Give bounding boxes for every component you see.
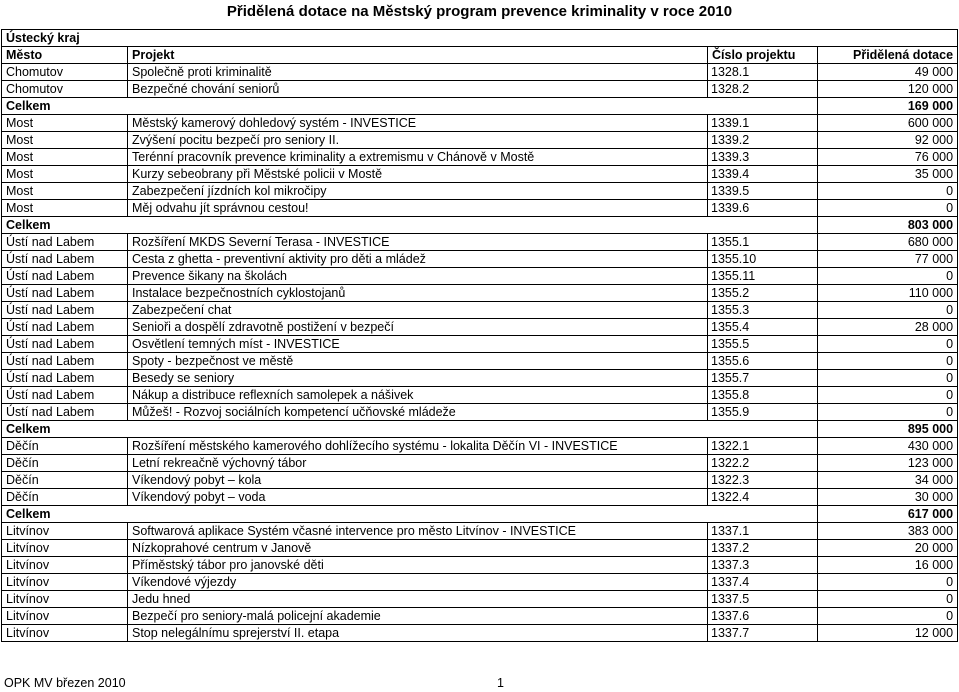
total-value: 617 000 (818, 506, 958, 523)
table-row (2, 149, 958, 166)
cell-dotace: 0 (818, 608, 958, 625)
table-row (2, 166, 958, 183)
table-row (2, 472, 958, 489)
cell-cislo: 1339.6 (708, 200, 818, 217)
cell-cislo: 1339.3 (708, 149, 818, 166)
table-row (2, 302, 958, 319)
cell-dotace: 123 000 (818, 455, 958, 472)
cell-projekt: Besedy se seniory (128, 370, 708, 387)
cell-dotace: 76 000 (818, 149, 958, 166)
cell-dotace: 110 000 (818, 285, 958, 302)
cell-cislo: 1337.5 (708, 591, 818, 608)
cell-dotace: 0 (818, 387, 958, 404)
footer-source: OPK MV březen 2010 (4, 676, 126, 690)
cell-mesto: Most (2, 200, 128, 217)
total-value: 169 000 (818, 98, 958, 115)
region-name: Ústecký kraj (2, 30, 958, 47)
cell-dotace: 0 (818, 336, 958, 353)
table-row (2, 540, 958, 557)
cell-projekt: Osvětlení temných míst - INVESTICE (128, 336, 708, 353)
total-row (2, 217, 958, 234)
total-row (2, 421, 958, 438)
cell-cislo: 1355.9 (708, 404, 818, 421)
grant-table (1, 29, 958, 642)
cell-dotace: 20 000 (818, 540, 958, 557)
page-title: Přidělená dotace na Městský program prevence kriminality v roce 2010 (226, 3, 733, 20)
cell-dotace: 383 000 (818, 523, 958, 540)
cell-dotace: 28 000 (818, 319, 958, 336)
cell-mesto: Chomutov (2, 81, 128, 98)
table-row (2, 489, 958, 506)
cell-mesto: Litvínov (2, 540, 128, 557)
table-row (2, 251, 958, 268)
cell-dotace: 0 (818, 574, 958, 591)
cell-dotace: 0 (818, 353, 958, 370)
column-header-dotace: Přidělená dotace (818, 47, 958, 64)
cell-mesto: Ústí nad Labem (2, 387, 128, 404)
table-row (2, 438, 958, 455)
cell-cislo: 1337.4 (708, 574, 818, 591)
cell-projekt: Jedu hned (128, 591, 708, 608)
cell-mesto: Chomutov (2, 64, 128, 81)
table-row (2, 574, 958, 591)
cell-projekt: Zvýšení pocitu bezpečí pro seniory II. (128, 132, 708, 149)
cell-cislo: 1337.6 (708, 608, 818, 625)
table-row (2, 387, 958, 404)
cell-dotace: 35 000 (818, 166, 958, 183)
cell-dotace: 0 (818, 302, 958, 319)
cell-mesto: Most (2, 183, 128, 200)
total-label: Celkem (2, 506, 818, 523)
cell-projekt: Můžeš! - Rozvoj sociálních kompetencí učňovské mládeže (128, 404, 708, 421)
table-row (2, 455, 958, 472)
header-row (2, 47, 958, 64)
total-row (2, 506, 958, 523)
cell-cislo: 1337.3 (708, 557, 818, 574)
cell-projekt: Prevence šikany na školách (128, 268, 708, 285)
table-row (2, 234, 958, 251)
table-row (2, 625, 958, 642)
cell-dotace: 680 000 (818, 234, 958, 251)
cell-dotace: 30 000 (818, 489, 958, 506)
cell-cislo: 1337.1 (708, 523, 818, 540)
cell-projekt: Měj odvahu jít správnou cestou! (128, 200, 708, 217)
cell-projekt: Nákup a distribuce reflexních samolepek a nášivek (128, 387, 708, 404)
cell-cislo: 1355.3 (708, 302, 818, 319)
cell-cislo: 1339.5 (708, 183, 818, 200)
cell-projekt: Společně proti kriminalitě (128, 64, 708, 81)
page-number: 1 (497, 676, 504, 690)
cell-dotace: 34 000 (818, 472, 958, 489)
cell-dotace: 16 000 (818, 557, 958, 574)
cell-projekt: Letní rekreačně výchovný tábor (128, 455, 708, 472)
cell-projekt: Zabezpečení jízdních kol mikročipy (128, 183, 708, 200)
cell-dotace: 600 000 (818, 115, 958, 132)
cell-dotace: 0 (818, 370, 958, 387)
cell-projekt: Zabezpečení chat (128, 302, 708, 319)
cell-mesto: Litvínov (2, 608, 128, 625)
cell-mesto: Ústí nad Labem (2, 353, 128, 370)
table-row (2, 64, 958, 81)
cell-cislo: 1355.5 (708, 336, 818, 353)
cell-dotace: 0 (818, 200, 958, 217)
cell-mesto: Most (2, 149, 128, 166)
cell-dotace: 120 000 (818, 81, 958, 98)
cell-dotace: 77 000 (818, 251, 958, 268)
table-row (2, 353, 958, 370)
cell-projekt: Bezpečné chování seniorů (128, 81, 708, 98)
cell-mesto: Děčín (2, 472, 128, 489)
table-row (2, 336, 958, 353)
cell-cislo: 1337.7 (708, 625, 818, 642)
table-row (2, 132, 958, 149)
cell-dotace: 0 (818, 183, 958, 200)
cell-dotace: 0 (818, 268, 958, 285)
cell-dotace: 0 (818, 404, 958, 421)
cell-cislo: 1328.2 (708, 81, 818, 98)
cell-mesto: Ústí nad Labem (2, 302, 128, 319)
cell-projekt: Instalace bezpečnostních cyklostojanů (128, 285, 708, 302)
cell-mesto: Most (2, 166, 128, 183)
cell-cislo: 1355.4 (708, 319, 818, 336)
cell-cislo: 1339.1 (708, 115, 818, 132)
table-row (2, 285, 958, 302)
cell-projekt: Terénní pracovník prevence kriminality a extremismu v Chánově v Mostě (128, 149, 708, 166)
cell-projekt: Víkendový pobyt – voda (128, 489, 708, 506)
cell-cislo: 1355.1 (708, 234, 818, 251)
total-value: 895 000 (818, 421, 958, 438)
cell-cislo: 1339.4 (708, 166, 818, 183)
cell-mesto: Děčín (2, 438, 128, 455)
table-row (2, 319, 958, 336)
cell-projekt: Příměstský tábor pro janovské děti (128, 557, 708, 574)
cell-projekt: Senioři a dospělí zdravotně postižení v bezpečí (128, 319, 708, 336)
cell-cislo: 1322.1 (708, 438, 818, 455)
cell-mesto: Ústí nad Labem (2, 370, 128, 387)
table-row (2, 183, 958, 200)
cell-cislo: 1337.2 (708, 540, 818, 557)
cell-dotace: 92 000 (818, 132, 958, 149)
table-row (2, 268, 958, 285)
cell-cislo: 1355.11 (708, 268, 818, 285)
column-header-cislo: Číslo projektu (708, 47, 818, 64)
cell-mesto: Děčín (2, 489, 128, 506)
cell-dotace: 430 000 (818, 438, 958, 455)
cell-projekt: Stop nelegálnímu sprejerství II. etapa (128, 625, 708, 642)
cell-cislo: 1322.2 (708, 455, 818, 472)
cell-mesto: Děčín (2, 455, 128, 472)
total-label: Celkem (2, 98, 818, 115)
cell-cislo: 1355.8 (708, 387, 818, 404)
cell-projekt: Rozšíření městského kamerového dohlížecího systému - lokalita Děčín VI - INVESTICE (128, 438, 708, 455)
total-label: Celkem (2, 217, 818, 234)
table-row (2, 557, 958, 574)
cell-mesto: Ústí nad Labem (2, 234, 128, 251)
cell-cislo: 1339.2 (708, 132, 818, 149)
table-row (2, 200, 958, 217)
table-row (2, 523, 958, 540)
cell-projekt: Cesta z ghetta - preventivní aktivity pro děti a mládež (128, 251, 708, 268)
table-row (2, 370, 958, 387)
total-label: Celkem (2, 421, 818, 438)
cell-cislo: 1322.4 (708, 489, 818, 506)
cell-projekt: Víkendový pobyt – kola (128, 472, 708, 489)
cell-mesto: Ústí nad Labem (2, 404, 128, 421)
cell-mesto: Most (2, 132, 128, 149)
column-header-projekt: Projekt (128, 47, 708, 64)
cell-mesto: Ústí nad Labem (2, 251, 128, 268)
cell-projekt: Nízkoprahové centrum v Janově (128, 540, 708, 557)
cell-projekt: Softwarová aplikace Systém včasné intervence pro město Litvínov - INVESTICE (128, 523, 708, 540)
cell-cislo: 1355.10 (708, 251, 818, 268)
cell-mesto: Litvínov (2, 574, 128, 591)
cell-projekt: Spoty - bezpečnost ve městě (128, 353, 708, 370)
region-row (2, 30, 958, 47)
total-row (2, 98, 958, 115)
table-row (2, 608, 958, 625)
cell-mesto: Ústí nad Labem (2, 268, 128, 285)
cell-mesto: Litvínov (2, 523, 128, 540)
cell-mesto: Ústí nad Labem (2, 319, 128, 336)
cell-projekt: Rozšíření MKDS Severní Terasa - INVESTICE (128, 234, 708, 251)
cell-cislo: 1355.7 (708, 370, 818, 387)
table-row (2, 81, 958, 98)
cell-dotace: 0 (818, 591, 958, 608)
cell-cislo: 1355.6 (708, 353, 818, 370)
total-value: 803 000 (818, 217, 958, 234)
table-row (2, 591, 958, 608)
cell-mesto: Ústí nad Labem (2, 336, 128, 353)
cell-projekt: Víkendové výjezdy (128, 574, 708, 591)
cell-mesto: Most (2, 115, 128, 132)
table-row (2, 404, 958, 421)
table-row (2, 115, 958, 132)
column-header-mesto: Město (2, 47, 128, 64)
cell-cislo: 1322.3 (708, 472, 818, 489)
cell-mesto: Litvínov (2, 591, 128, 608)
cell-mesto: Litvínov (2, 625, 128, 642)
cell-projekt: Kurzy sebeobrany při Městské policii v Mostě (128, 166, 708, 183)
cell-projekt: Městský kamerový dohledový systém - INVESTICE (128, 115, 708, 132)
cell-mesto: Ústí nad Labem (2, 285, 128, 302)
cell-cislo: 1328.1 (708, 64, 818, 81)
grant-table-body (2, 30, 958, 642)
cell-mesto: Litvínov (2, 557, 128, 574)
cell-dotace: 49 000 (818, 64, 958, 81)
cell-cislo: 1355.2 (708, 285, 818, 302)
cell-dotace: 12 000 (818, 625, 958, 642)
cell-projekt: Bezpečí pro seniory-malá policejní akademie (128, 608, 708, 625)
